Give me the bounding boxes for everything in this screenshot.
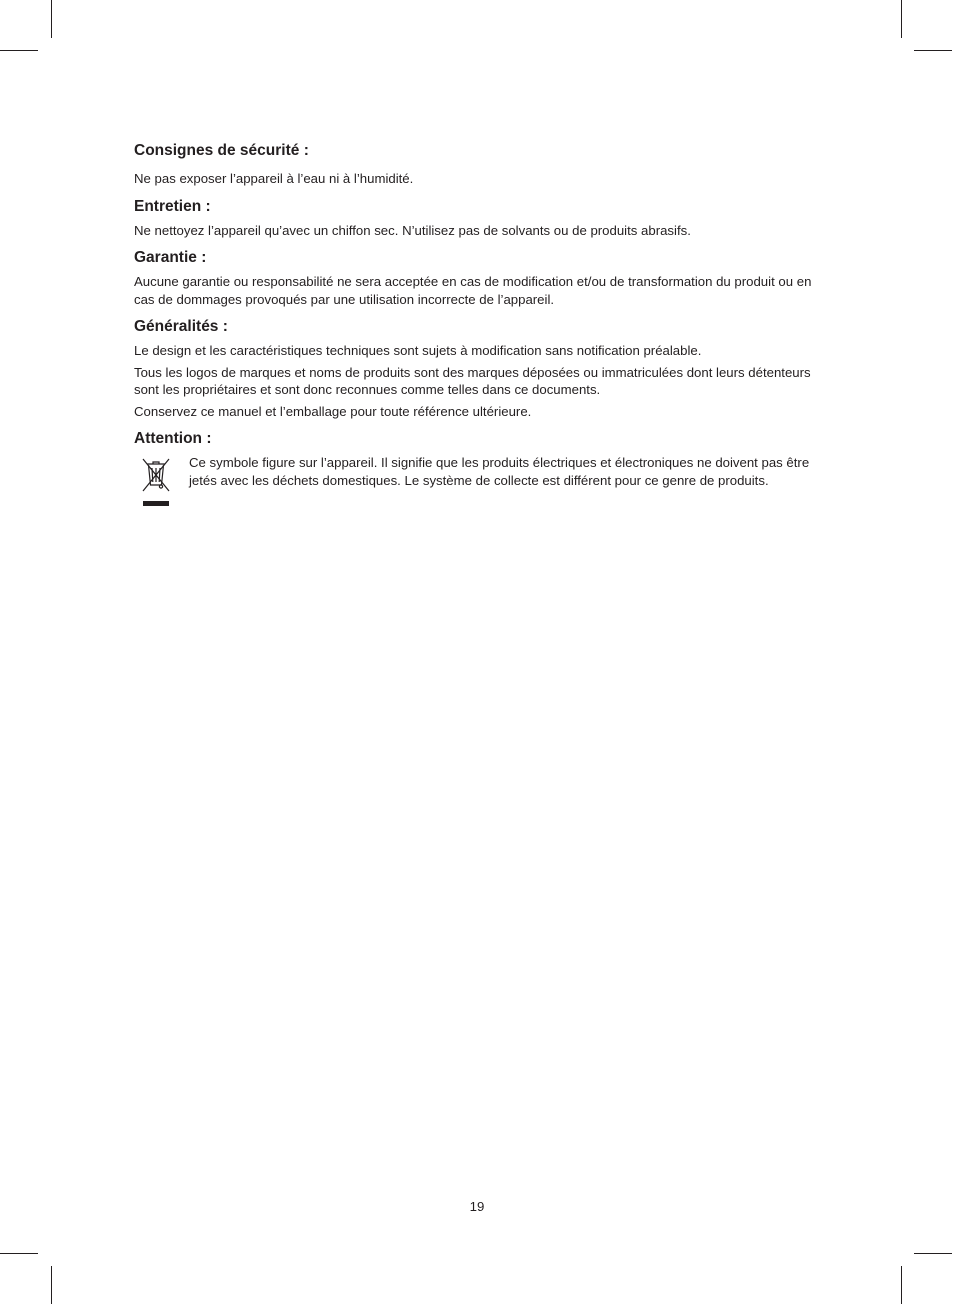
section-warranty [134,248,824,308]
crop-mark-top-right-vertical [901,0,902,38]
section-heading: Généralités : [134,318,228,335]
crop-mark-bottom-left-vertical [51,1266,52,1304]
section-safety [134,141,824,188]
crop-mark-bottom-right-vertical [901,1266,902,1304]
section-paragraph: Conservez ce manuel et l’emballage pour toute référence ultérieure. [134,403,532,419]
section-heading: Entretien : [134,197,211,215]
section-attention [134,429,824,510]
section-paragraph: Aucune garantie ou responsabilité ne sera acceptée en cas de modification et/ou de transformation du produit ou en cas de dommages provoqués par une utilisation incorrecte de l’appareil. [134,274,812,307]
section-general [134,317,824,420]
section-paragraph: Tous les logos de marques et noms de produits sont des marques déposées ou immatriculées dont leurs détenteurs sont les propriétaires et sont donc reconnues comme telles dans ce documents. [134,364,811,397]
section-heading: Consignes de sécurité : [134,142,309,159]
section-paragraph: Le design et les caractéristiques techniques sont sujets à modification sans notification préalable. [134,343,702,358]
crop-mark-top-right-horizontal [914,50,952,51]
section-heading: Garantie : [134,249,207,266]
section-paragraph: Ne nettoyez l’appareil qu’avec un chiffon sec. N’utilisez pas de solvants ou de produits abrasifs. [134,222,691,238]
crop-mark-top-left-vertical [51,0,52,38]
section-heading: Attention : [134,430,212,447]
crop-mark-bottom-right-horizontal [914,1253,952,1254]
attention-text: Ce symbole figure sur l’appareil. Il signifie que les produits électriques et électroniques ne doivent pas être jetés avec les déchets domestiques. Le système de collecte est différent pour ce genre de produits. [189,455,810,488]
weee-crossed-bin-icon [134,454,178,510]
manual-content [134,141,824,519]
attention-row [134,454,824,510]
page-number: 19 [469,1199,485,1214]
section-maintenance [134,197,824,240]
crop-mark-top-left-horizontal [0,50,38,51]
section-paragraph: Ne pas exposer l’appareil à l’eau ni à l’humidité. [134,171,414,186]
crop-mark-bottom-left-horizontal [0,1253,38,1254]
